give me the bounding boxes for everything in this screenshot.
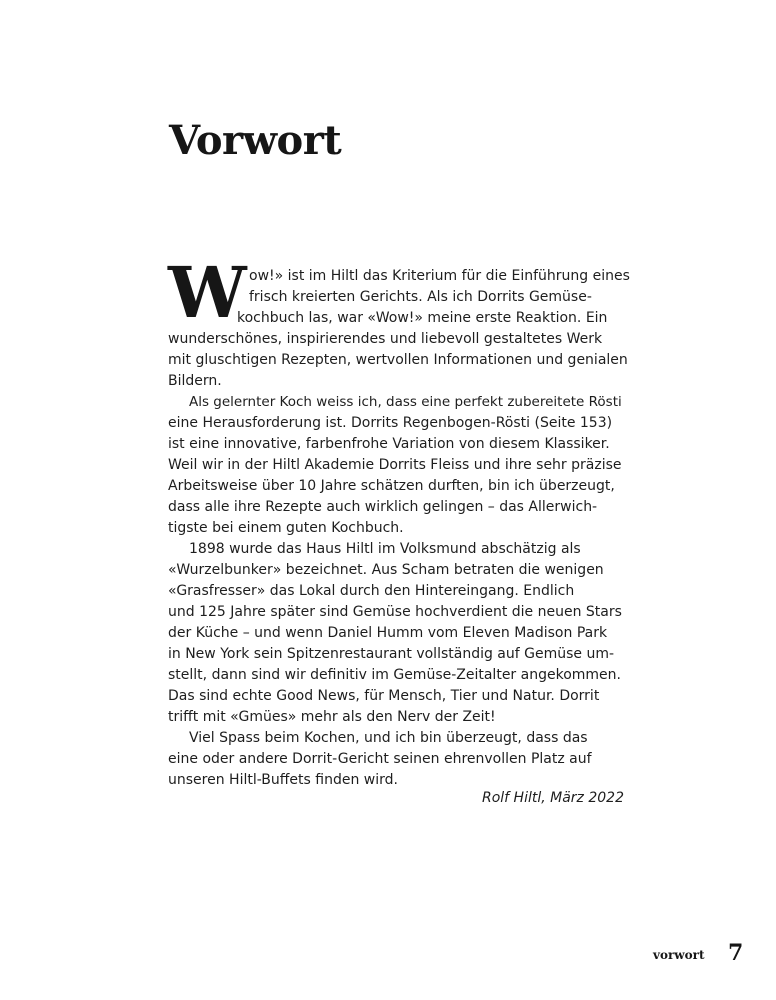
text-line: 1898 wurde das Haus Hiltl im Volksmund abschätzig als [189,541,581,557]
page-number: 7 [728,940,744,966]
text-line: eine oder andere Dorrit-Gericht seinen ehrenvollen Platz auf [168,751,592,767]
text-line: ist eine innovative, farbenfrohe Variation von diesem Klassiker. [168,436,610,452]
author-signature: Rolf Hiltl, März 2022 [482,790,624,806]
text-line: dass alle ihre Rezepte auch wirklich gelingen – das Allerwich- [168,499,598,515]
drop-cap-letter: W [168,251,247,334]
text-line: mit gluschtigen Rezepten, wertvollen Informationen und genialen [168,352,628,368]
text-line: wunderschönes, inspirierendes und liebevoll gestaltetes Werk [168,331,603,347]
text-line: Viel Spass beim Kochen, und ich bin überzeugt, dass das [189,730,588,746]
text-line: ow!» ist im Hiltl das Kriterium für die Einführung eines [249,268,630,284]
text-line: frisch kreierten Gerichts. Als ich Dorrits Gemüse- [249,289,592,305]
text-line: trifft mit «Gmües» mehr als den Nerv der Zeit! [168,709,496,725]
text-line: stellt, dann sind wir definitiv im Gemüse-Zeitalter angekommen. [168,667,621,683]
text-line: der Küche – und wenn Daniel Humm vom Eleven Madison Park [168,625,608,641]
text-line: Das sind echte Good News, für Mensch, Tier und Natur. Dorrit [168,688,600,704]
text-line: unseren Hiltl-Buffets finden wird. [168,772,398,788]
text-line: Weil wir in der Hiltl Akademie Dorrits Fleiss und ihre sehr präzise [168,457,622,473]
text-line: «Wurzelbunker» bezeichnet. Aus Scham betraten die wenigen [168,562,604,578]
text-line: Als gelernter Koch weiss ich, dass eine perfekt zubereitete Rösti [189,394,622,410]
running-footer-section: vorwort [653,948,705,962]
page-title: Vorwort [169,117,342,164]
text-line: «Grasfresser» das Lokal durch den Hintereingang. Endlich [168,583,575,599]
text-line: eine Herausforderung ist. Dorrits Regenbogen-Rösti (Seite 153) [168,415,613,431]
text-line: und 125 Jahre später sind Gemüse hochverdient die neuen Stars [168,604,622,620]
text-line: tigste bei einem guten Kochbuch. [168,520,404,536]
text-line: Bildern. [168,373,222,389]
text-line: Arbeitsweise über 10 Jahre schätzen durften, bin ich überzeugt, [168,478,615,494]
text-line: kochbuch las, war «Wow!» meine erste Reaktion. Ein [237,310,608,326]
text-line: in New York sein Spitzenrestaurant vollständig auf Gemüse um- [168,646,615,662]
